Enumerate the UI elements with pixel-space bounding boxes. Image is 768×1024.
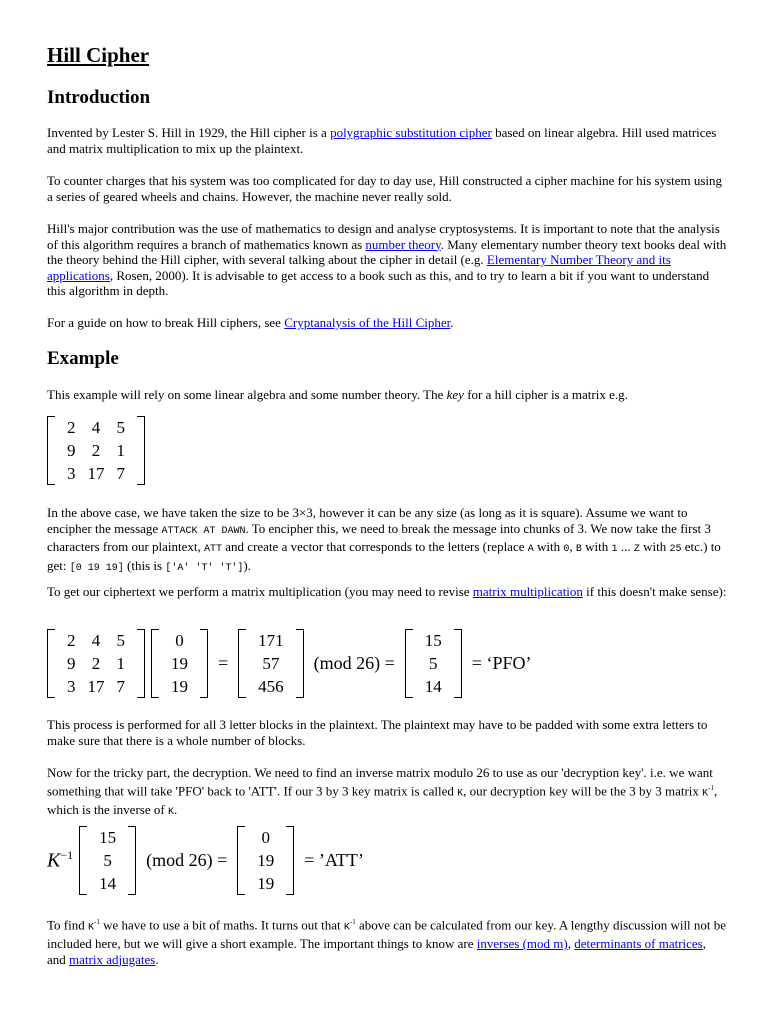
matrix-cell: 15: [424, 630, 442, 650]
example-paragraph-1: This example will rely on some linear algebra and some number theory. The key for a hill cipher is a matrix e.g.: [47, 387, 628, 402]
number-theory-link[interactable]: number theory: [365, 236, 441, 252]
matrix-cell: 5: [103, 850, 112, 870]
matrix-cell: 1: [116, 440, 125, 460]
cryptanalysis-link[interactable]: Cryptanalysis of the Hill Cipher: [284, 315, 451, 330]
cipher-vector: [419, 629, 448, 698]
matrix-cell: 2: [91, 440, 101, 460]
introduction-heading: Introduction: [47, 87, 151, 108]
key-matrix: [47, 416, 145, 485]
product-vector: [252, 629, 290, 698]
page-title: Hill Cipher: [47, 43, 150, 67]
matrix-cell: 5: [116, 417, 125, 437]
matrix-cell: 456: [258, 676, 284, 696]
elementary-number-theory-link[interactable]: Elementary Number Theory and its applications: [47, 252, 671, 283]
encryption-equation: 2 4 5 9 2 1 3 17 7 0 19 19 = 171 57 456 (mod 26) = 15 5 14 = ‘PFO’: [47, 629, 535, 698]
matrix-cell: 3: [67, 676, 76, 696]
matrix-cell: 57: [262, 653, 280, 673]
k-inverse-label: $K^{-1}$: [47, 848, 74, 872]
matrix-cell: 2: [91, 653, 101, 673]
matrix-cell: 19: [257, 850, 275, 870]
matrix-cell: 15: [99, 827, 117, 847]
matrix-cell: 7: [116, 676, 125, 696]
polygraphic-link[interactable]: polygraphic substitution cipher: [330, 125, 492, 140]
matrix-cell: 7: [116, 463, 125, 483]
matrix-cell: 19: [171, 653, 188, 673]
matrix-cell: 9: [67, 440, 76, 460]
matrix-cell: 0: [175, 630, 184, 650]
intro-paragraph-1: Invented by Lester S. Hill in 1929, the Hill cipher is a polygraphic substitution cipher based on linear algebra. Hill used matrices and matrix multiplication to mix up the plaintext.: [47, 125, 717, 156]
matrix-cell: 17: [87, 463, 105, 483]
matrix-cell: 1: [116, 653, 125, 673]
matrix-cell: 14: [424, 676, 442, 696]
mod-label: (mod 26) =: [313, 653, 395, 673]
matrix-cell: 171: [258, 630, 284, 650]
plaintext-vector: [165, 629, 194, 698]
key-matrix-table: [61, 416, 131, 485]
matrix-multiplication-link[interactable]: matrix multiplication: [472, 584, 583, 599]
pfo-label: = ‘PFO’: [471, 653, 532, 673]
example-paragraph-4: This process is performed for all 3 letter blocks in the plaintext. The plaintext may have to be padded with some extra letters to make sure that there is a whole number of blocks.: [47, 717, 708, 748]
inverses-link[interactable]: inverses (mod m): [476, 935, 568, 951]
matrix-cell: 4: [91, 630, 101, 650]
key-matrix-table: [61, 629, 131, 698]
matrix-cell: 0: [261, 827, 271, 847]
att-label: = ’ATT’: [304, 850, 364, 870]
example-paragraph-3: To get our ciphertext we perform a matrix multiplication (you may need to revise matrix multiplication if this doesn't make sense):: [47, 584, 727, 599]
decryption-equation: [47, 826, 368, 895]
intro-paragraph-2: To counter charges that his system was too complicated for day to day use, Hill constructed a cipher machine for his system using a series of geared wheels and chains. However, the machine never really sold.: [47, 173, 723, 204]
matrix-cell: 9: [67, 653, 76, 673]
intro-paragraph-3: Hill's major contribution was the use of mathematics to design and analyse cryptosystems. It is important to note that the analysis of this algorithm requires a branch of mathematics known as number theory. Many elementary number theory text books deal with the theory behind the Hill cipher, with several talking about the cipher in detail (e.g. Elementary Number Theory and its applications, Rosen, 2000). It is advisable to get access to a book such as this, and to try to learn a bit if you want to understand this algorithm in depth.: [47, 221, 727, 299]
example-paragraph-6: To find $K^{-1}$ we have to use a bit of maths. It turns out that $K^{-1}$ above can be calculated from our key. A lengthy discussion will not be included here, but we will give a short example. The important things to know are inverses (mod m), determinants of matrices, and matrix adjugates.: [47, 917, 727, 967]
matrix-cell: 2: [67, 417, 76, 437]
intro-paragraph-4: For a guide on how to break Hill ciphers, see Cryptanalysis of the Hill Cipher.: [47, 315, 454, 330]
determinants-link[interactable]: determinants of matrices: [574, 935, 703, 951]
matrix-cell: 3: [67, 463, 76, 483]
matrix-cell: 5: [429, 653, 438, 673]
matrix-cell: 19: [171, 676, 188, 696]
matrix-cell: 17: [87, 676, 105, 696]
matrix-cell: 19: [257, 873, 275, 893]
example-paragraph-5: Now for the tricky part, the decryption. We need to find an inverse matrix modulo 26 to use as our 'decryption key'. i.e. we want something that will take 'PFO' back to 'ATT'. If our 3 by 3 key matrix is called K, our decryption key will be the 3 by 3 matrix $K^{-1}$, which is the inverse of K.: [47, 765, 718, 818]
matrix-cell: 4: [91, 417, 101, 437]
plaintext-vector: [251, 826, 280, 895]
matrix-cell: 2: [67, 630, 76, 650]
example-paragraph-2: In the above case, we have taken the size to be 3×3, however it can be any size (as long as it is square). Assume we want to encipher the message ATTACK AT DAWN. To encipher this, we need to break the message into chunks of 3. We now take the first 3 characters from our plaintext, ATT and create a vector that corresponds to the letters (replace A with 0, B with 1 ... Z with 25 etc.) to get: [0 19 19] (this is ['A' 'T' 'T']).: [47, 505, 721, 574]
mod-label-2: (mod 26) =: [146, 850, 228, 870]
cipher-vector: [93, 826, 122, 895]
matrix-cell: 5: [116, 630, 125, 650]
matrix-cell: 14: [99, 873, 117, 893]
example-heading: Example: [47, 348, 119, 369]
adjugates-link[interactable]: matrix adjugates: [69, 951, 156, 967]
